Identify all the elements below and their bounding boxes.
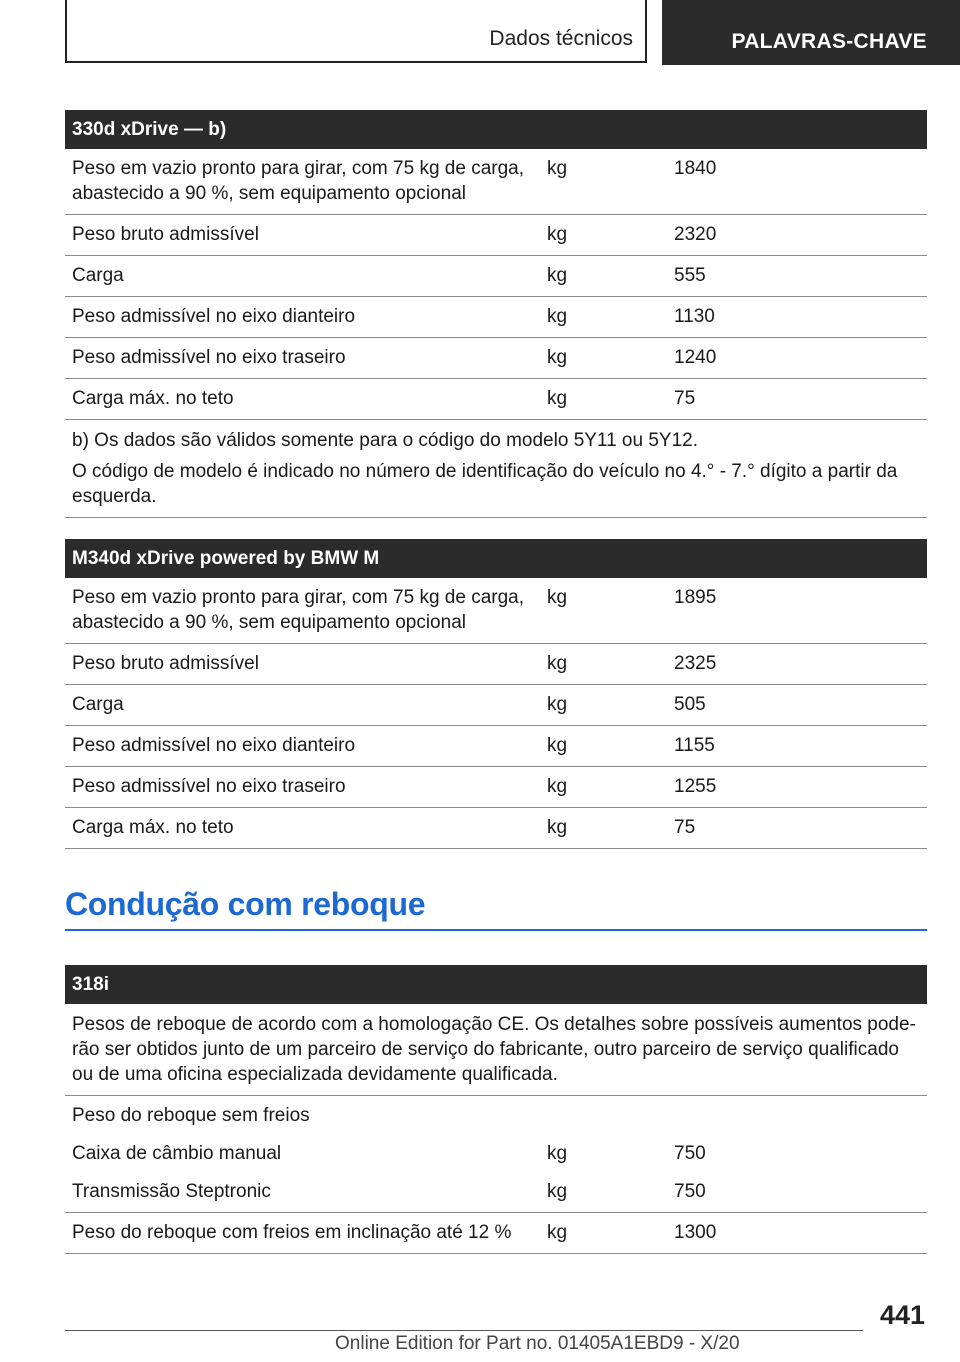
table-row xyxy=(65,1213,927,1254)
row-value: 2320 xyxy=(674,224,717,245)
table-row xyxy=(65,644,927,685)
table-row xyxy=(65,1134,927,1172)
table-m340d-xdrive xyxy=(65,539,927,849)
row-label: Carga xyxy=(72,265,124,286)
footer-edition: Online Edition for Part no. 01405A1EBD9 - X/20 xyxy=(335,1333,740,1354)
table-row xyxy=(65,256,927,297)
section-tab[interactable]: Dados técnicos xyxy=(65,0,647,63)
table-row xyxy=(65,808,927,849)
row-unit: kg xyxy=(547,388,568,409)
towing-intro-paragraph: Pesos de reboque de acordo com a homologação CE. Os detalhes sobre possíveis aumentos poderão ser obtidos junto de um parceiro de serviço do fabricante, outro parceiro de serviço qualificado ou de uma oficina especializada devidamente qualificada. xyxy=(65,1004,927,1096)
row-value: 1300 xyxy=(674,1222,717,1243)
row-unit: kg xyxy=(547,735,568,756)
footnote-vin-position: O código de modelo é indicado no número de identificação do veículo no 4.° - 7.° dígito a partir da esquerda. xyxy=(72,461,898,507)
table-row xyxy=(65,767,927,808)
row-value: 75 xyxy=(674,817,696,838)
row-value: 1255 xyxy=(674,776,717,797)
row-unit: kg xyxy=(547,694,568,715)
table-row xyxy=(65,578,927,644)
row-label: Peso em vazio pronto para girar, com 75 kg de carga, abastecido a 90 %, sem equipamento opcional xyxy=(72,158,525,204)
table-row xyxy=(65,1172,927,1213)
table-row xyxy=(65,338,927,379)
row-label: Carga máx. no teto xyxy=(72,388,234,409)
row-unit: kg xyxy=(547,265,568,286)
row-label: Transmissão Steptronic xyxy=(72,1181,271,1202)
table-row xyxy=(65,215,927,256)
table-row xyxy=(65,726,927,767)
row-label: Peso bruto admissível xyxy=(72,224,259,245)
row-unit: kg xyxy=(547,347,568,368)
row-unit: kg xyxy=(547,224,568,245)
row-unit: kg xyxy=(547,1181,568,1202)
table-row xyxy=(65,149,927,215)
subheading-unbraked: Peso do reboque sem freios xyxy=(72,1105,310,1126)
row-unit: kg xyxy=(547,587,568,608)
row-label: Peso admissível no eixo traseiro xyxy=(72,347,346,368)
row-value: 1155 xyxy=(674,735,715,756)
section-title: Condução com reboque xyxy=(65,886,927,931)
row-value: 1840 xyxy=(674,158,717,179)
row-value: 555 xyxy=(674,265,706,286)
row-label: Peso admissível no eixo dianteiro xyxy=(72,306,356,327)
table-title: M340d xDrive powered by BMW M xyxy=(65,539,927,578)
row-value: 1130 xyxy=(674,306,715,327)
table-title: 318i xyxy=(65,965,927,1004)
footer-divider xyxy=(65,1330,863,1331)
table-title: 330d xDrive — b) xyxy=(65,110,927,149)
row-label: Peso bruto admissível xyxy=(72,653,259,674)
table-row xyxy=(65,379,927,420)
page-number: 441 xyxy=(879,1300,925,1330)
row-label: Peso admissível no eixo traseiro xyxy=(72,776,346,797)
row-value: 505 xyxy=(674,694,706,715)
row-unit: kg xyxy=(547,158,568,179)
table-330d-xdrive xyxy=(65,110,927,518)
table-row xyxy=(65,297,927,338)
row-label: Caixa de câmbio manual xyxy=(72,1143,282,1164)
row-label: Carga máx. no teto xyxy=(72,817,234,838)
row-label: Peso do reboque com freios em inclinação até 12 % xyxy=(72,1222,512,1243)
table-footnote xyxy=(65,420,927,518)
row-unit: kg xyxy=(547,776,568,797)
row-label: Peso em vazio pronto para girar, com 75 kg de carga, abastecido a 90 %, sem equipamento opcional xyxy=(72,587,525,633)
table-318i-towing xyxy=(65,965,927,1254)
keywords-tab[interactable]: PALAVRAS-CHAVE xyxy=(662,0,960,65)
row-unit: kg xyxy=(547,817,568,838)
page-header xyxy=(0,0,960,66)
row-value: 750 xyxy=(674,1181,706,1202)
table-subheading-row xyxy=(65,1096,927,1134)
row-value: 2325 xyxy=(674,653,717,674)
row-value: 75 xyxy=(674,388,696,409)
table-row xyxy=(65,685,927,726)
row-unit: kg xyxy=(547,1143,568,1164)
row-value: 1240 xyxy=(674,347,717,368)
row-unit: kg xyxy=(547,653,568,674)
row-label: Peso admissível no eixo dianteiro xyxy=(72,735,356,756)
footnote-model-codes: b) Os dados são válidos somente para o código do modelo 5Y11 ou 5Y12. xyxy=(72,430,698,451)
row-value: 750 xyxy=(674,1143,706,1164)
row-unit: kg xyxy=(547,1222,568,1243)
row-value: 1895 xyxy=(674,587,717,608)
row-unit: kg xyxy=(547,306,568,327)
row-label: Carga xyxy=(72,694,124,715)
